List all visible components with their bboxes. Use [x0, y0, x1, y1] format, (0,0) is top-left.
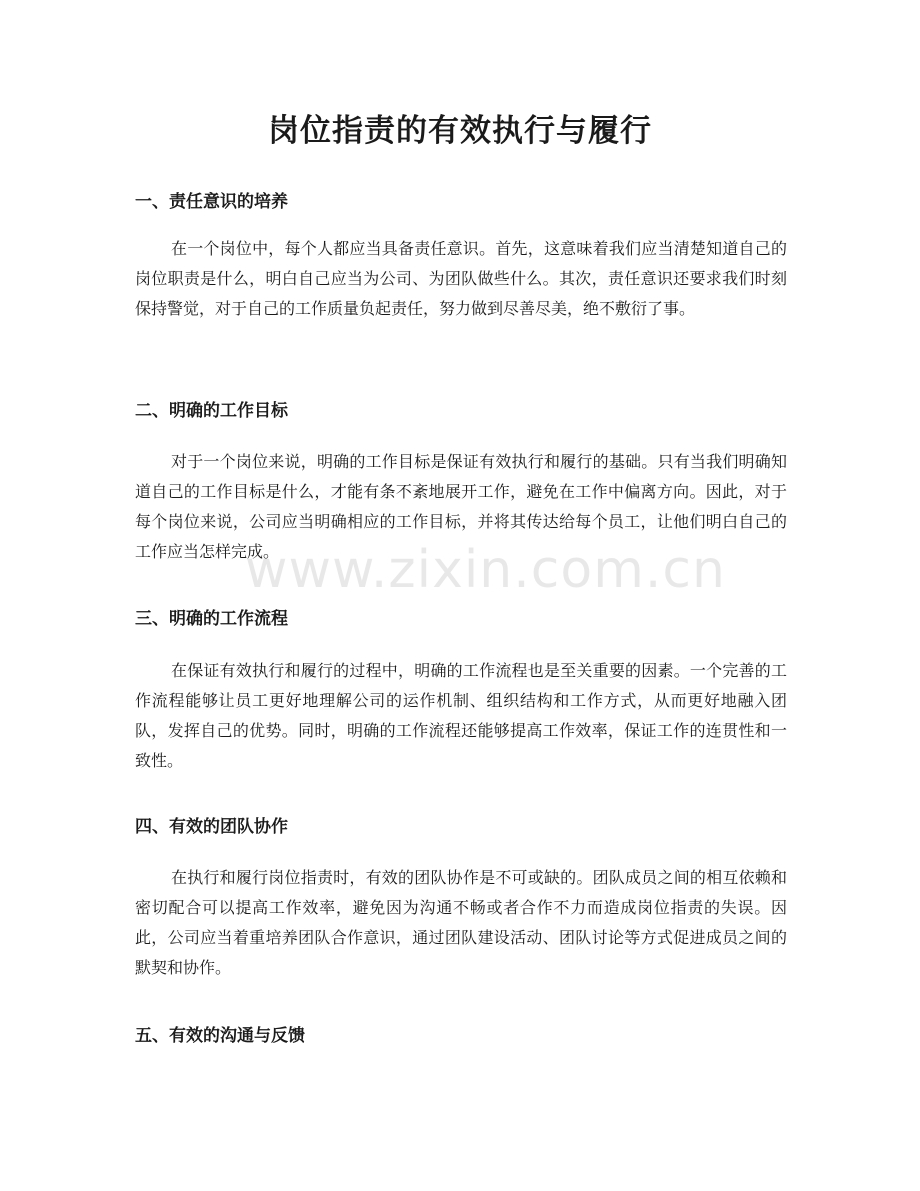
section-heading-3: 三、明确的工作流程 [135, 609, 288, 629]
section-heading-5: 五、有效的沟通与反馈 [135, 1026, 305, 1046]
section-body-4: 在执行和履行岗位指责时，有效的团队协作是不可或缺的。团队成员之间的相互依赖和密切配合可以提高工作效率，避免因为沟通不畅或者合作不力而造成岗位指责的失误。因此，公司应当着重培养团队合作意识，通过团队建设活动、团队讨论等方式促进成员之间的默契和协作。 [135, 868, 787, 977]
section-body-1: 在一个岗位中，每个人都应当具备责任意识。首先，这意味着我们应当清楚知道自己的岗位职责是什么，明白自己应当为公司、为团队做些什么。其次，责任意识还要求我们时刻保持警觉，对于自己的工作质量负起责任，努力做到尽善尽美，绝不敷衍了事。 [135, 239, 787, 318]
watermark: www.zixin.com.cn [245, 540, 726, 600]
document-title: 岗位指责的有效执行与履行 [268, 113, 652, 149]
section-heading-2: 二、明确的工作目标 [135, 401, 288, 421]
section-heading-4: 四、有效的团队协作 [135, 817, 288, 837]
section-body-3: 在保证有效执行和履行的过程中，明确的工作流程也是至关重要的因素。一个完善的工作流程能够让员工更好地理解公司的运作机制、组织结构和工作方式，从而更好地融入团队，发挥自己的优势。同时，明确的工作流程还能够提高工作效率，保证工作的连贯性和一致性。 [135, 661, 787, 770]
section-heading-1: 一、责任意识的培养 [135, 192, 288, 212]
section-body-2: 对于一个岗位来说，明确的工作目标是保证有效执行和履行的基础。只有当我们明确知道自己的工作目标是什么，才能有条不紊地展开工作，避免在工作中偏离方向。因此，对于每个岗位来说，公司应当明确相应的工作目标，并将其传达给每个员工，让他们明白自己的工作应当怎样完成。 [135, 452, 787, 561]
